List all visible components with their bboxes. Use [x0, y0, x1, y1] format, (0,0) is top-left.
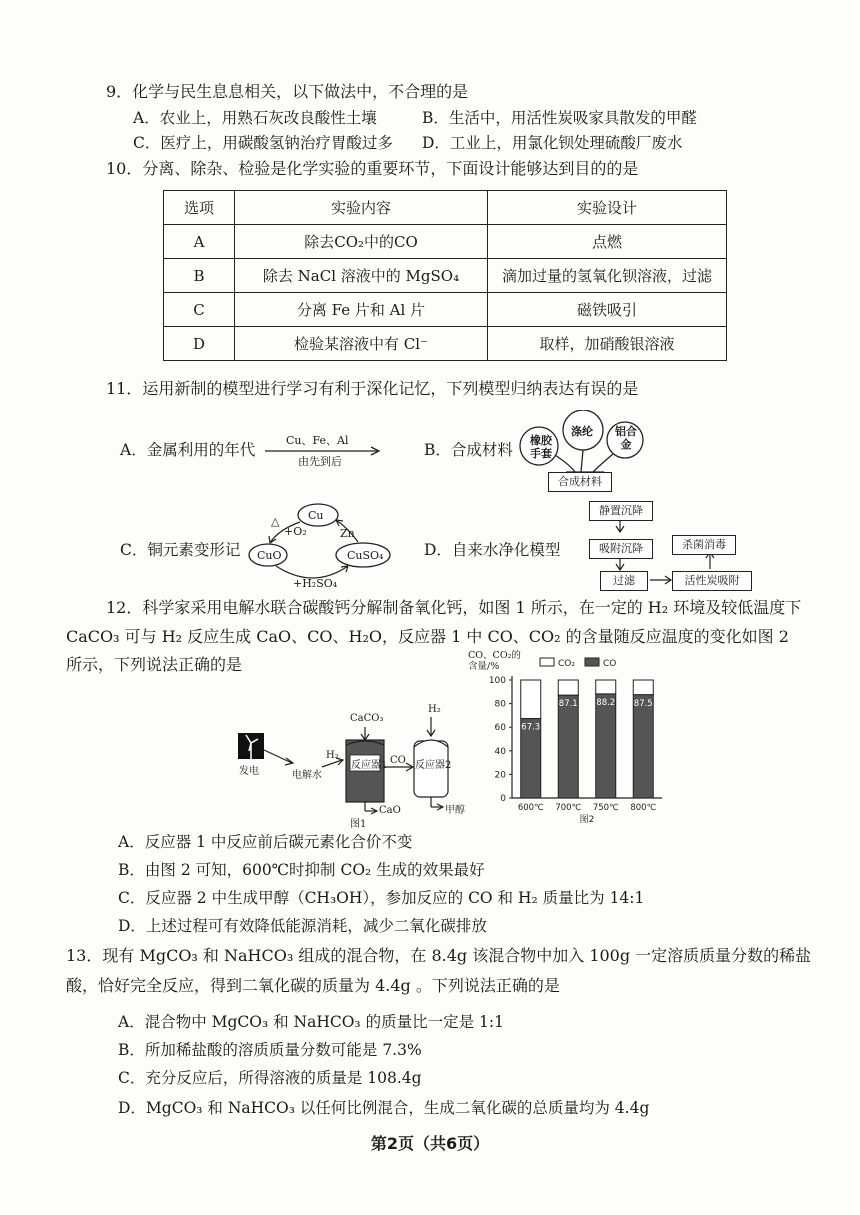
q10-stem: 10．分离、除杂、检验是化学实验的重要环节，下面设计能够达到目的的是: [106, 159, 639, 178]
h2-top-label: H₂: [428, 704, 441, 715]
x-tick-label: 750℃: [592, 803, 619, 813]
page-footer: 第2页（共6页）: [370, 1134, 490, 1153]
chart-legend: [540, 658, 616, 669]
q13-option-a: A．混合物中 MgCO₃ 和 NaHCO₃ 的质量比一定是 1:1: [118, 1013, 504, 1031]
q9-option-b: B．生活中，用活性炭吸家具散发的甲醛: [422, 109, 697, 127]
synthetic-base-box: 合成材料: [548, 472, 612, 492]
q12-option-d: D．上述过程可有效降低能源消耗，减少二氧化碳排放: [118, 917, 487, 935]
table-cell: D: [164, 327, 235, 361]
caco3-label: CaCO₃: [350, 713, 384, 724]
y-tick-label: 0: [500, 794, 506, 804]
y-tick-label: 40: [494, 746, 506, 757]
q13-option-d: D．MgCO₃ 和 NaHCO₃ 以任何比例混合，生成二氧化碳的总质量均为 4.4g: [118, 1099, 650, 1117]
table-row: [164, 293, 727, 327]
co-label: CO: [390, 755, 406, 766]
table-cell: 磁铁吸引: [488, 293, 727, 327]
table-header-row: [164, 191, 727, 225]
table-row: [164, 259, 727, 293]
bar-data-label: 87.1: [558, 699, 578, 710]
bar-co: [596, 694, 616, 798]
q11-option-c-label: C．铜元素变形记: [120, 541, 241, 559]
table-header: 实验内容: [235, 191, 488, 225]
q13-stem-line1: 13．现有 MgCO₃ 和 NaHCO₃ 组成的混合物，在 8.4g 该混合物中加入 100g 一定溶质质量分数的稀盐: [66, 946, 812, 965]
cao-label: CaO: [379, 805, 401, 816]
power-label: 发电: [239, 766, 259, 777]
bar-co: [558, 695, 578, 798]
q13-option-c: C．充分反应后，所得溶液的质量是 108.4g: [118, 1069, 422, 1087]
h2-label: H₂: [326, 750, 339, 761]
q9-stem: 9．化学与民生息息相关，以下做法中，不合理的是: [106, 82, 469, 101]
table-cell: 滴加过量的氢氧化钡溶液，过滤: [488, 259, 727, 293]
cu-node: Cu: [308, 509, 324, 522]
methanol-label: 甲醇: [445, 805, 465, 816]
q11-option-b-label: B．合成材料: [424, 441, 513, 459]
figure2-chart: [470, 650, 670, 825]
q12-option-c: C．反应器 2 中生成甲醇（CH₃OH），参加反应的 CO 和 H₂ 质量比为 14:1: [118, 889, 645, 907]
q11-option-a-label: A．金属利用的年代: [120, 441, 256, 459]
bar-co2: [596, 680, 616, 694]
table-cell: C: [164, 293, 235, 327]
table-row: [164, 327, 727, 361]
q12-stem-line1: 12．科学家采用电解水联合碳酸钙分解制备氧化钙，如图 1 所示，在一定的 H₂ 环境及较低温度下: [106, 598, 802, 617]
heat-symbol: △: [271, 515, 280, 528]
reactor2-label: 反应器2: [415, 760, 452, 771]
x-tick-label: 800℃: [630, 803, 657, 813]
legend-label-co2: CO₂: [558, 659, 575, 669]
bar-data-label: 88.2: [596, 697, 616, 708]
chart-bars: [518, 680, 657, 813]
legend-swatch-co: [585, 658, 599, 666]
q13-option-b: B．所加稀盐酸的溶质质量分数可能是 7.3%: [118, 1041, 422, 1059]
o2-label: +O₂: [284, 525, 307, 538]
table-header: 实验设计: [488, 191, 727, 225]
table-cell: B: [164, 259, 235, 293]
bar-co2: [521, 680, 541, 719]
table-cell: A: [164, 225, 235, 259]
y-tick-label: 80: [494, 699, 506, 710]
q11-stem: 11．运用新制的模型进行学习有利于深化记忆，下列模型归纳表达有误的是: [106, 379, 639, 398]
figure1-caption: 图1: [350, 819, 367, 830]
figure2-caption: 图2: [579, 815, 595, 825]
bar-co: [633, 695, 653, 798]
table-row: [164, 225, 727, 259]
metals-text: Cu、Fe、Al: [286, 434, 349, 447]
table-cell: 检验某溶液中有 Cl⁻: [235, 327, 488, 361]
table-cell: 分离 Fe 片和 Al 片: [235, 293, 488, 327]
adsorb-settle-box: 吸附沉降: [589, 539, 653, 559]
filter-box: 过滤: [600, 571, 648, 591]
bar-data-label: 67.3: [521, 722, 541, 733]
q12-option-b: B．由图 2 可知，600℃时抑制 CO₂ 生成的效果最好: [118, 861, 485, 879]
cuso4-node: CuSO₄: [347, 549, 384, 562]
y-tick-label: 60: [494, 723, 506, 734]
q11-option-d-label: D．自来水净化模型: [424, 541, 561, 559]
cuo-node: CuO: [257, 549, 282, 562]
table-cell: 除去 NaCl 溶液中的 MgSO₄: [235, 259, 488, 293]
legend-swatch-co2: [540, 658, 554, 666]
polyester-text: 涤纶: [571, 425, 593, 438]
bar-co2: [633, 680, 653, 695]
chart-y-label: CO、CO₂的含量/%: [468, 650, 521, 672]
zn-label: Zn: [340, 527, 355, 540]
disinfect-box: 杀菌消毒: [672, 535, 736, 555]
alloy-text: 铝合金: [615, 425, 637, 451]
bar-data-label: 87.5: [633, 698, 653, 709]
y-tick-label: 100: [488, 676, 506, 686]
x-tick-label: 700℃: [555, 803, 582, 813]
table-cell: 取样，加硝酸银溶液: [488, 327, 727, 361]
h2so4-label: +H₂SO₄: [293, 577, 338, 590]
rubber-gloves-text: 橡胶手套: [530, 434, 552, 460]
q9-option-d: D．工业上，用氯化钡处理硫酸厂废水: [422, 134, 683, 152]
x-tick-label: 600℃: [517, 803, 544, 813]
table-header: 选项: [164, 191, 235, 225]
q12-stem-line3: 所示，下列说法正确的是: [66, 655, 243, 674]
bar-co2: [558, 680, 578, 695]
y-tick-label: 20: [494, 770, 506, 781]
reactor1-label: 反应器1: [351, 760, 388, 771]
q9-option-c: C．医疗上，用碳酸氢钠治疗胃酸过多: [133, 134, 393, 152]
q9-option-a: A．农业上，用熟石灰改良酸性土壤: [133, 109, 377, 127]
experiment-table: [163, 190, 727, 361]
order-text: 由先到后: [298, 455, 342, 468]
q12-option-a: A．反应器 1 中反应前后碳元素化合价不变: [118, 833, 413, 851]
table-cell: 除去CO₂中的CO: [235, 225, 488, 259]
carbon-box: 活性炭吸附: [672, 571, 752, 591]
settle-box: 静置沉降: [589, 501, 653, 521]
q13-stem-line2: 酸，恰好完全反应，得到二氧化碳的质量为 4.4g 。下列说法正确的是: [66, 976, 560, 995]
legend-label-co: CO: [603, 659, 617, 669]
q12-stem-line2: CaCO₃ 可与 H₂ 反应生成 CaO、CO、H₂O，反应器 1 中 CO、CO₂ 的含量随反应温度的变化如图 2: [66, 627, 789, 646]
table-cell: 点燃: [488, 225, 727, 259]
electrolysis-label: 电解水: [292, 770, 322, 781]
